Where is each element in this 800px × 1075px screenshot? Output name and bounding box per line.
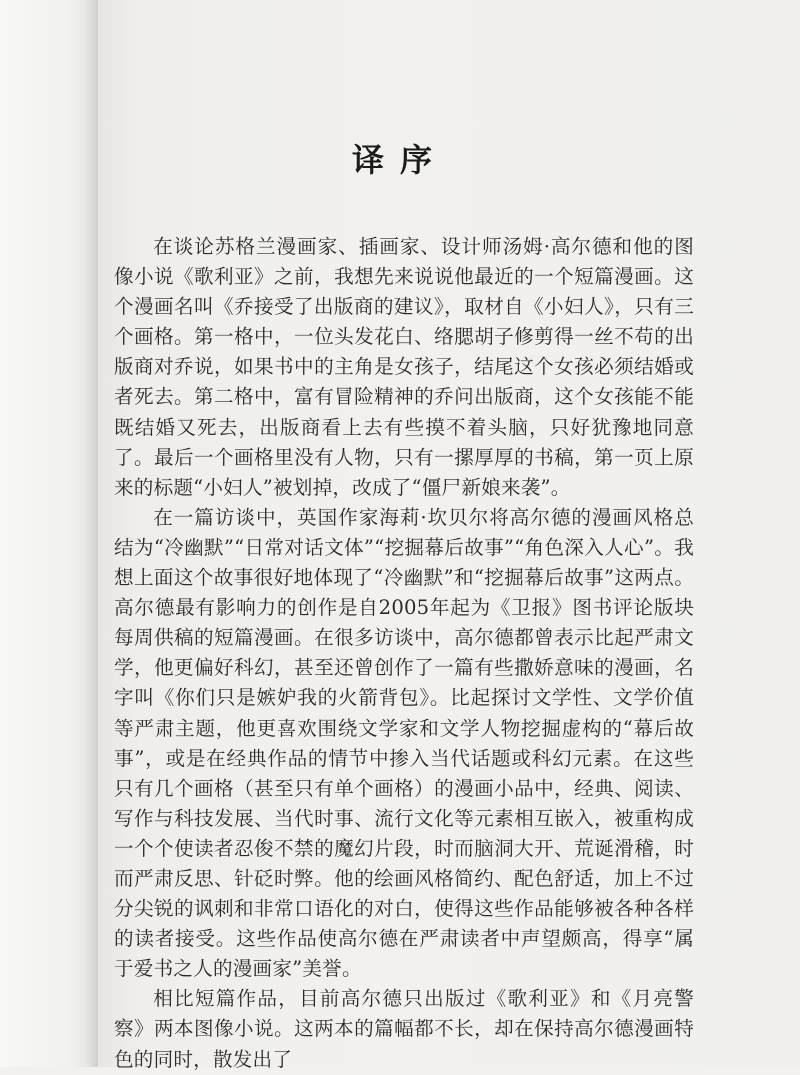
paragraph-2: 在一篇访谈中，英国作家海莉·坎贝尔将高尔德的漫画风格总结为“冷幽默”“日常对话文体”“挖掘幕后故事”“角色深入人心”。我想上面这个故事很好地体现了“冷幽默”和“挖掘幕后故事”这两点。高尔德最有影响力的创作是自2005年起为《卫报》图书评论版块每周供稿的短篇漫画。在很多访谈中，高尔德都曾表示比起严肃文学，他更偏好科幻，甚至还曾创作了一篇有些撒娇意味的漫画，名字叫《你们只是嫉妒我的火箭背包》。比起探讨文学性、文学价值等严肃主题，他更喜欢围绕文学家和文学人物挖掘虚构的“幕后故事”，或是在经典作品的情节中掺入当代话题或科幻元素。在这些只有几个画格（甚至只有单个画格）的漫画小品中，经典、阅读、写作与科技发展、当代时事、流行文化等元素相互嵌入，被重构成一个个使读者忍俊不禁的魔幻片段，时而脑洞大开、荒诞滑稽，时而严肃反思、针砭时弊。他的绘画风格简约、配色舒适，加上不过分尖锐的讽刺和非常口语化的对白，使得这些作品能够被各种各样的读者接受。这些作品使高尔德在严肃读者中声望颇高，得享“属于爱书之人的漫画家”美誉。	[114, 505, 694, 981]
paragraph-1: 在谈论苏格兰漫画家、插画家、设计师汤姆·高尔德和他的图像小说《歌利亚》之前，我想先来说说他最近的一个短篇漫画。这个漫画名叫《乔接受了出版商的建议》，取材自《小妇人》，只有三个画格。第一格中，一位头发花白、络腮胡子修剪得一丝不苟的出版商对乔说，如果书中的主角是女孩子，结尾这个女孩必须结婚或者死去。第二格中，富有冒险精神的乔问出版商，这个女孩能不能既结婚又死去，出版商看上去有些摸不着头脑，只好犹豫地同意了。最后一个画格里没有人物，只有一摞厚厚的书稿，第一页上原来的标题“小妇人”被划掉，改成了“僵尸新娘来袭”。	[114, 235, 694, 499]
body-text	[114, 232, 694, 1075]
page-title: 译序	[351, 141, 448, 179]
paragraph-3: 相比短篇作品，目前高尔德只出版过《歌利亚》和《月亮警察》两本图像小说。这两本的篇幅都不长，却在保持高尔德漫画特色的同时，散发出了	[114, 987, 694, 1071]
